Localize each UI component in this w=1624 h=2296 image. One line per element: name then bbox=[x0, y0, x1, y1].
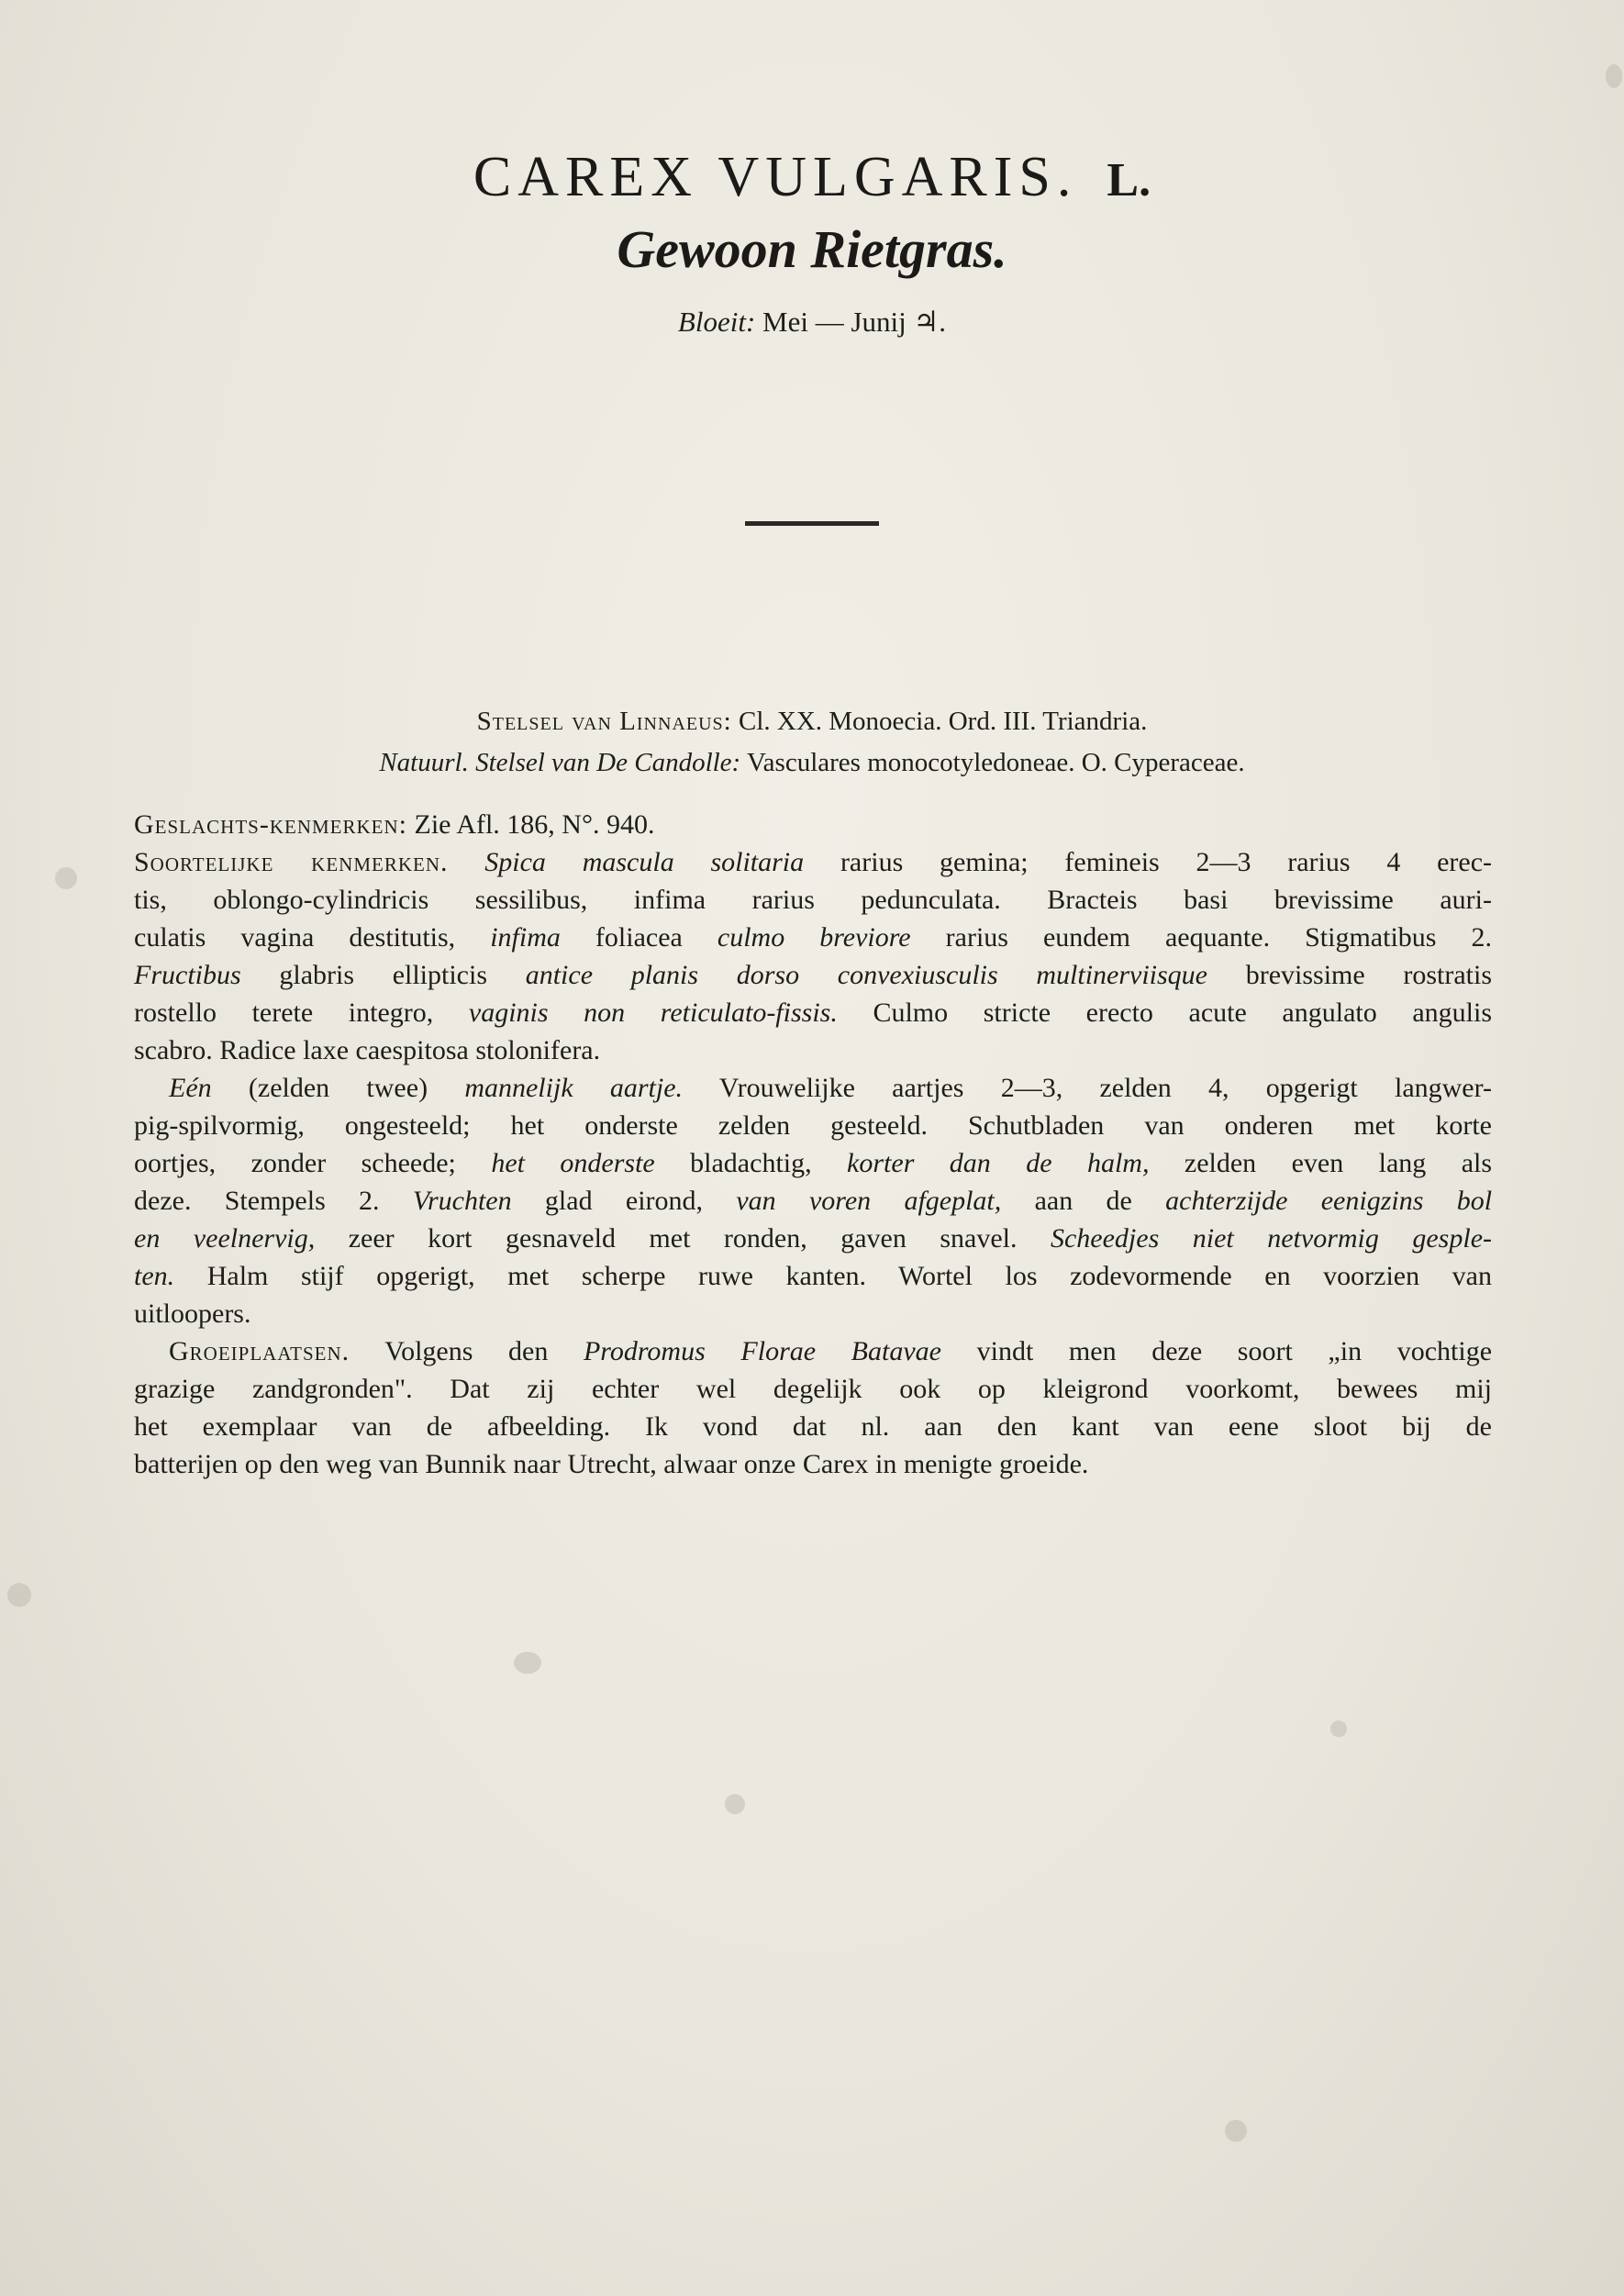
dutch-line-1 bbox=[134, 1069, 1492, 1107]
latin-italic: antice planis dorso convexiusculis multinerviisque bbox=[525, 960, 1208, 990]
soort-line-3 bbox=[134, 919, 1492, 956]
dutch-text: oortjes, zonder scheede; bbox=[134, 1148, 456, 1178]
dutch-line-6 bbox=[134, 1257, 1492, 1295]
groei-text: het exemplaar van de afbeelding. Ik vond dat nl. aan den kant van eene sloot bij de bbox=[134, 1411, 1492, 1442]
candolle-value: Vasculares monocotyledoneae. O. Cyperaceae. bbox=[746, 748, 1245, 777]
latin-italic: vaginis non reticulato-fissis. bbox=[468, 998, 838, 1028]
paper-stain bbox=[725, 1794, 745, 1814]
dutch-italic: van voren afgeplat, bbox=[736, 1186, 1002, 1216]
paper-stain bbox=[1225, 2120, 1247, 2142]
latin-text: glabris ellipticis bbox=[279, 960, 488, 990]
dutch-text: uitloopers. bbox=[134, 1298, 251, 1329]
soort-line-6 bbox=[134, 1031, 1492, 1069]
dutch-italic: Vruchten bbox=[412, 1186, 512, 1216]
soort-label: Soortelijke kenmerken. bbox=[134, 847, 449, 877]
latin-text: culatis vagina destitutis, bbox=[134, 922, 456, 953]
dutch-italic: Scheedjes niet netvormig gesple- bbox=[1050, 1223, 1492, 1254]
groei-label: Groeiplaatsen. bbox=[169, 1336, 350, 1366]
dutch-text: Halm stijf opgerigt, met scherpe ruwe kanten. Wortel los zodevormende en voorzien van bbox=[206, 1261, 1493, 1291]
linnaeus-label: Stelsel van Linnaeus: bbox=[476, 707, 732, 736]
dutch-italic: het onderste bbox=[491, 1148, 655, 1178]
dutch-text: glad eirond, bbox=[544, 1186, 704, 1216]
divider-rule bbox=[745, 521, 879, 526]
dutch-line-3 bbox=[134, 1144, 1492, 1182]
paper-stain bbox=[514, 1652, 541, 1674]
paper-stain bbox=[1330, 1721, 1347, 1737]
author-abbreviation: L. bbox=[1107, 154, 1151, 206]
groei-text: vindt men deze soort „in vochtige bbox=[976, 1336, 1493, 1366]
paper-stain bbox=[55, 867, 77, 889]
dutch-text: Vrouwelijke aartjes 2—3, zelden 4, opgerigt langwer- bbox=[718, 1073, 1493, 1103]
geslacht-text: Zie Afl. 186, N°. 940. bbox=[414, 809, 655, 840]
latin-italic: Spica mascula solitaria bbox=[484, 847, 805, 877]
dutch-italic: en veelnervig, bbox=[134, 1223, 316, 1254]
dutch-text: deze. Stempels 2. bbox=[134, 1186, 380, 1216]
dutch-text: zelden even lang als bbox=[1184, 1148, 1493, 1178]
dutch-italic: ten. bbox=[134, 1261, 175, 1291]
dutch-text: aan de bbox=[1034, 1186, 1132, 1216]
common-name: Gewoon Rietgras. bbox=[617, 219, 1007, 279]
latin-italic: Fructibus bbox=[134, 960, 241, 990]
bloeit-label: Bloeit: bbox=[677, 306, 756, 338]
dutch-line-4 bbox=[134, 1182, 1492, 1220]
soort-line-4 bbox=[134, 956, 1492, 994]
soort-line-2 bbox=[134, 881, 1492, 919]
dutch-text: pig-spilvormig, ongesteeld; het onderste zelden gesteeld. Schutbladen van onderen met korte bbox=[134, 1110, 1492, 1141]
page-title bbox=[0, 145, 1624, 210]
linnaeus-value: Cl. XX. Monoecia. Ord. III. Triandria. bbox=[738, 707, 1148, 736]
groei-text: batterijen op den weg van Bunnik naar Utrecht, alwaar onze Carex in menigte groeide. bbox=[134, 1449, 1089, 1479]
groei-line-3 bbox=[134, 1408, 1492, 1445]
dutch-italic: achterzijde eenigzins bol bbox=[1165, 1186, 1493, 1216]
groei-text: Volgens den bbox=[384, 1336, 549, 1366]
latin-text: Culmo stricte erecto acute angulato angulis bbox=[873, 998, 1492, 1028]
dutch-text: zeer kort gesnaveld met ronden, gaven snavel. bbox=[348, 1223, 1018, 1254]
dutch-italic: mannelijk aartje. bbox=[464, 1073, 684, 1103]
groei-line-1 bbox=[134, 1332, 1492, 1370]
dutch-text: (zelden twee) bbox=[248, 1073, 428, 1103]
latin-italic: infima bbox=[490, 922, 561, 953]
latin-text: tis, oblongo-cylindricis sessilibus, infima rarius pedunculata. Bracteis basi brevissime auri- bbox=[134, 885, 1492, 915]
linnaeus-system bbox=[0, 707, 1624, 737]
latin-text: scabro. Radice laxe caespitosa stolonifera. bbox=[134, 1035, 601, 1065]
dutch-italic: korter dan de halm, bbox=[847, 1148, 1150, 1178]
species-name: CAREX VULGARIS. bbox=[473, 146, 1078, 208]
candolle-label: Natuurl. Stelsel van De Candolle: bbox=[379, 748, 741, 777]
groei-line-2 bbox=[134, 1370, 1492, 1408]
bloeit-value: Mei — Junij ♃. bbox=[762, 306, 947, 338]
groei-text: grazige zandgronden". Dat zij echter wel degelijk ook op kleigrond voorkomt, bewees mij bbox=[134, 1374, 1492, 1404]
dutch-text: bladachtig, bbox=[690, 1148, 812, 1178]
latin-text: rostello terete integro, bbox=[134, 998, 434, 1028]
candolle-system bbox=[0, 748, 1624, 778]
soort-line-1 bbox=[134, 843, 1492, 881]
paper-stain bbox=[1606, 64, 1622, 88]
dutch-line-7 bbox=[134, 1295, 1492, 1332]
paper-stain bbox=[7, 1583, 31, 1607]
flowering-period bbox=[0, 306, 1624, 339]
geslacht-label: Geslachts-kenmerken: bbox=[134, 809, 407, 840]
latin-text: rarius eundem aequante. Stigmatibus 2. bbox=[945, 922, 1492, 953]
latin-italic: culmo breviore bbox=[717, 922, 911, 953]
dutch-line-2 bbox=[134, 1107, 1492, 1144]
dutch-line-5 bbox=[134, 1220, 1492, 1257]
latin-text: foliacea bbox=[595, 922, 683, 953]
main-text bbox=[134, 806, 1492, 1483]
groei-line-4 bbox=[134, 1445, 1492, 1483]
dutch-italic: Eén bbox=[169, 1073, 212, 1103]
latin-text: brevissime rostratis bbox=[1245, 960, 1493, 990]
geslacht-line bbox=[134, 806, 1492, 843]
latin-text: rarius gemina; femineis 2—3 rarius 4 erec- bbox=[840, 847, 1493, 877]
soort-line-5 bbox=[134, 994, 1492, 1031]
groei-italic: Prodromus Florae Batavae bbox=[583, 1336, 941, 1366]
